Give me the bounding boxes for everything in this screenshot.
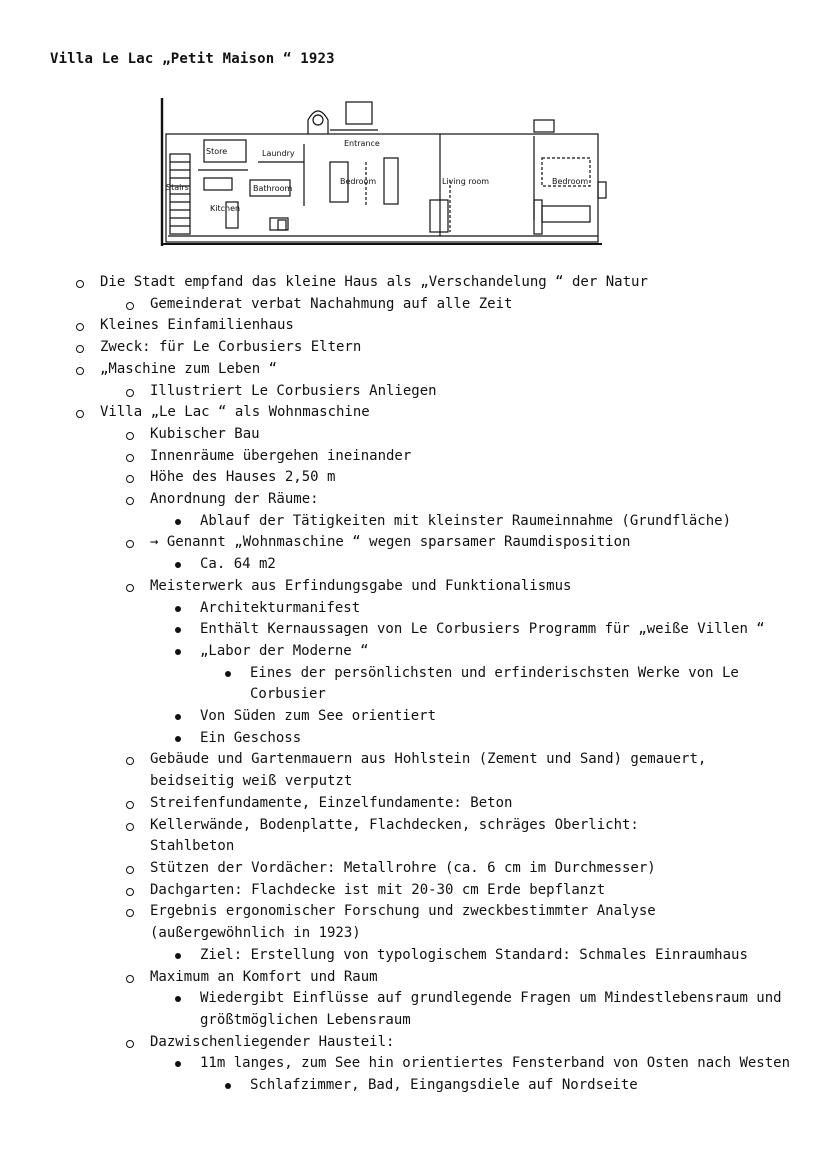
list-item	[0, 294, 828, 316]
circle-bullet-icon	[126, 801, 134, 809]
disc-bullet-icon	[175, 996, 181, 1002]
list-item	[0, 901, 710, 944]
list-item	[0, 424, 828, 446]
plan-outer-wall	[166, 134, 598, 242]
list-item-text: Innenräume übergehen ineinander	[150, 447, 412, 464]
list-item	[0, 815, 710, 858]
plan-chimney	[346, 102, 372, 124]
list-item-text: Ergebnis ergonomischer Forschung und zweckbestimmter Analyse (außergewöhnlich in 1923)	[150, 903, 656, 942]
list-item	[0, 511, 790, 533]
list-item	[0, 641, 828, 663]
plan-living-table	[430, 200, 448, 232]
circle-bullet-icon	[126, 1040, 134, 1048]
list-item-text: Streifenfundamente, Einzelfundamente: Beton	[150, 794, 513, 811]
list-item	[0, 489, 828, 511]
list-item-text: Architekturmanifest	[200, 599, 361, 616]
circle-bullet-icon	[126, 454, 134, 462]
plan-kitchen-counter	[204, 178, 232, 190]
circle-bullet-icon	[126, 909, 134, 917]
plan-bedroom-left-wardrobe	[384, 158, 398, 204]
circle-bullet-icon	[126, 540, 134, 548]
list-item	[0, 858, 710, 880]
bullet-outline	[0, 272, 828, 1097]
list-item	[0, 1075, 750, 1097]
circle-bullet-icon	[126, 497, 134, 505]
list-item	[0, 467, 828, 489]
disc-bullet-icon	[175, 649, 181, 655]
list-item	[0, 663, 750, 706]
list-item	[0, 446, 828, 468]
disc-bullet-icon	[175, 606, 181, 612]
list-item-text: Zweck: für Le Corbusiers Eltern	[100, 339, 362, 356]
plan-right-window	[598, 182, 606, 198]
disc-bullet-icon	[175, 627, 181, 633]
list-item-text: Stützen der Vordächer: Metallrohre (ca. 6 cm im Durchmesser)	[150, 859, 656, 876]
list-item-text: Die Stadt empfand das kleine Haus als „Verschandelung “ der Natur	[100, 274, 648, 290]
list-item	[0, 337, 828, 359]
floor-plan	[158, 96, 618, 248]
list-item-text: Schlafzimmer, Bad, Eingangsdiele auf Nordseite	[250, 1077, 638, 1094]
plan-label-entrance: Entrance	[344, 139, 380, 148]
circle-bullet-icon	[76, 410, 84, 418]
circle-bullet-icon	[126, 888, 134, 896]
list-item	[0, 1032, 828, 1054]
disc-bullet-icon	[175, 1061, 181, 1067]
list-item-text: Enthält Kernaussagen von Le Corbusiers Programm für „weiße Villen “	[200, 621, 765, 638]
list-item	[0, 619, 790, 641]
circle-bullet-icon	[126, 302, 134, 310]
plan-label-living-room: Living room	[442, 177, 490, 186]
list-item	[0, 967, 828, 989]
list-item-text: Meisterwerk aus Erfindungsgabe und Funktionalismus	[150, 577, 572, 594]
circle-bullet-icon	[126, 757, 134, 765]
list-item	[0, 576, 828, 598]
plan-right-bump	[534, 120, 554, 132]
list-item-text: Kleines Einfamilienhaus	[100, 317, 294, 334]
circle-bullet-icon	[76, 367, 84, 375]
plan-bedroom-right-bed	[542, 206, 590, 222]
list-item-text: → Genannt „Wohnmaschine “ wegen sparsamer Raumdisposition	[150, 534, 631, 551]
list-item-text: Ca. 64 m2	[200, 556, 276, 573]
plan-label-bedroom-right: Bedroom	[552, 177, 589, 186]
list-item-text: Maximum an Komfort und Raum	[150, 968, 378, 985]
circle-bullet-icon	[76, 280, 84, 288]
list-item	[0, 706, 828, 728]
list-item	[0, 1053, 790, 1075]
list-item-text: Dachgarten: Flachdecke ist mit 20-30 cm Erde bepflanzt	[150, 881, 606, 898]
list-item-text: 11m langes, zum See hin orientiertes Fensterband von Osten nach Westen	[200, 1055, 791, 1072]
circle-bullet-icon	[76, 345, 84, 353]
list-item	[0, 598, 828, 620]
list-item-text: Illustriert Le Corbusiers Anliegen	[150, 382, 437, 399]
list-item-text: Gebäude und Gartenmauern aus Hohlstein (Zement und Sand) gemauert, beidseitig weiß verputzt	[150, 751, 707, 790]
plan-label-bathroom: Bathroom	[253, 184, 293, 193]
list-item	[0, 988, 790, 1031]
list-item-text: Eines der persönlichsten und erfinderischsten Werke von Le Corbusier	[250, 664, 739, 703]
disc-bullet-icon	[175, 562, 181, 568]
circle-bullet-icon	[126, 389, 134, 397]
circle-bullet-icon	[76, 323, 84, 331]
disc-bullet-icon	[225, 671, 231, 677]
disc-bullet-icon	[175, 714, 181, 720]
list-item	[0, 880, 828, 902]
list-item-text: Höhe des Hauses 2,50 m	[150, 469, 336, 486]
disc-bullet-icon	[175, 736, 181, 742]
list-item	[0, 402, 828, 424]
list-item-text: „Maschine zum Leben “	[100, 360, 278, 377]
list-item	[0, 793, 828, 815]
circle-bullet-icon	[126, 432, 134, 440]
disc-bullet-icon	[225, 1083, 231, 1089]
list-item	[0, 381, 828, 403]
circle-bullet-icon	[126, 975, 134, 983]
list-item	[0, 749, 710, 792]
list-item-text: Anordnung der Räume:	[150, 491, 319, 508]
list-item	[0, 945, 790, 967]
list-item-text: Von Süden zum See orientiert	[200, 708, 437, 725]
list-item-text: Villa „Le Lac “ als Wohnmaschine	[100, 404, 370, 421]
list-item	[0, 359, 828, 381]
plan-entrance-column	[313, 115, 323, 125]
list-item-text: Ein Geschoss	[200, 729, 302, 746]
plan-label-bedroom-left: Bedroom	[340, 177, 377, 186]
list-item	[0, 272, 828, 294]
list-item	[0, 728, 828, 750]
list-item	[0, 554, 828, 576]
list-item-text: Ziel: Erstellung von typologischem Standard: Schmales Einraumhaus	[200, 946, 748, 963]
plan-label-stairs: Stairs	[166, 183, 189, 192]
plan-stairs	[170, 154, 190, 234]
list-item	[0, 532, 710, 554]
plan-label-kitchen: Kitchen	[210, 204, 241, 213]
plan-corner-post	[278, 220, 286, 230]
list-item-text: Ablauf der Tätigkeiten mit kleinster Raumeinnahme (Grundfläche)	[200, 512, 732, 529]
list-item-text: „Labor der Moderne “	[200, 642, 369, 659]
list-item	[0, 315, 828, 337]
page-title: Villa Le Lac „Petit Maison “ 1923	[50, 51, 335, 67]
circle-bullet-icon	[126, 475, 134, 483]
list-item-text: Wiedergibt Einflüsse auf grundlegende Fragen um Mindestlebensraum und größtmöglichen Lebensraum	[200, 990, 782, 1028]
list-item-text: Gemeinderat verbat Nachahmung auf alle Zeit	[150, 295, 513, 312]
plan-label-store: Store	[206, 147, 228, 156]
list-item-text: Kubischer Bau	[150, 425, 260, 442]
plan-bedroom-right-unit	[534, 200, 542, 234]
circle-bullet-icon	[126, 823, 134, 831]
disc-bullet-icon	[175, 519, 181, 525]
disc-bullet-icon	[175, 953, 181, 959]
circle-bullet-icon	[126, 866, 134, 874]
plan-label-laundry: Laundry	[262, 149, 295, 158]
circle-bullet-icon	[126, 584, 134, 592]
list-item-text: Kellerwände, Bodenplatte, Flachdecken, schräges Oberlicht: Stahlbeton	[150, 816, 639, 855]
list-item-text: Dazwischenliegender Hausteil:	[150, 1033, 395, 1050]
